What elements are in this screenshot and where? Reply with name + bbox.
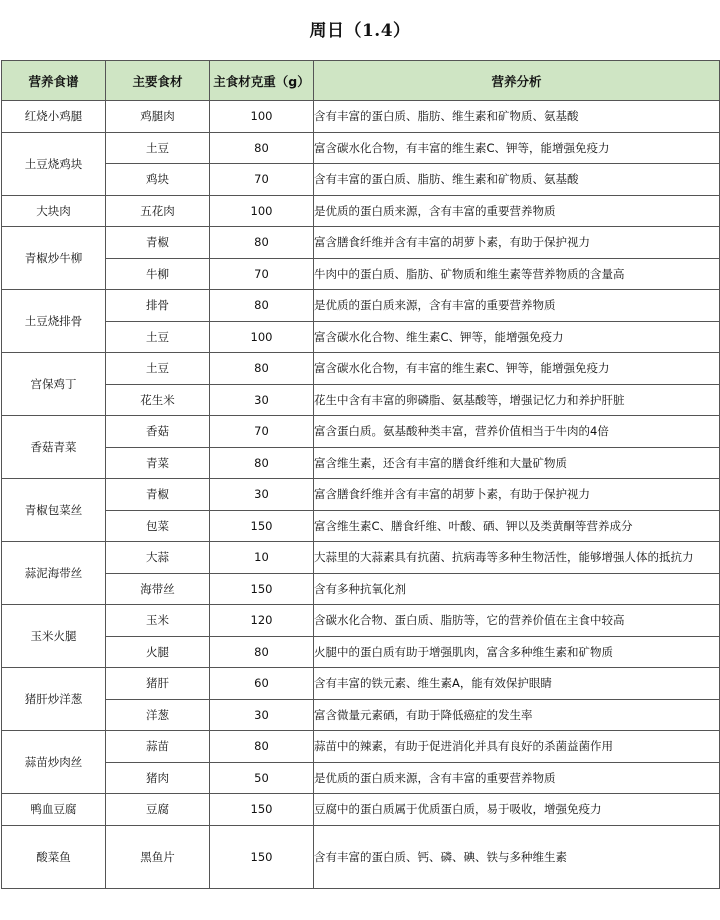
weight-cell: 100 — [210, 195, 314, 227]
analysis-cell: 大蒜里的大蒜素具有抗菌、抗病毒等多种生物活性，能够增强人体的抵抗力 — [314, 542, 720, 574]
table-row — [2, 605, 720, 637]
ingredient-cell: 土豆 — [106, 353, 210, 385]
table-row — [2, 353, 720, 385]
ingredient-cell: 鸡块 — [106, 164, 210, 196]
page-title: 周日（1.4） — [309, 21, 411, 41]
weight-cell: 80 — [210, 132, 314, 164]
ingredient-cell: 大蒜 — [106, 542, 210, 574]
weight-cell: 150 — [210, 573, 314, 605]
table-row — [2, 132, 720, 164]
analysis-cell: 富含碳水化合物、维生素C、钾等，能增强免疫力 — [314, 321, 720, 353]
analysis-cell: 花生中含有丰富的卵磷脂、氨基酸等，增强记忆力和养护肝脏 — [314, 384, 720, 416]
weight-cell: 120 — [210, 605, 314, 637]
table-row — [2, 479, 720, 511]
analysis-cell: 含有丰富的蛋白质、钙、磷、碘、铁与多种维生素 — [314, 825, 720, 888]
ingredient-cell: 猪肉 — [106, 762, 210, 794]
ingredient-cell: 玉米 — [106, 605, 210, 637]
ingredient-cell: 海带丝 — [106, 573, 210, 605]
table-row — [2, 195, 720, 227]
ingredient-cell: 火腿 — [106, 636, 210, 668]
weight-cell: 30 — [210, 479, 314, 511]
table-body — [2, 101, 720, 889]
dish-name-cell: 蒜苗炒肉丝 — [2, 731, 106, 794]
weight-cell: 80 — [210, 636, 314, 668]
analysis-cell: 含有丰富的蛋白质、脂肪、维生素和矿物质、氨基酸 — [314, 101, 720, 133]
weight-cell: 80 — [210, 447, 314, 479]
table-row — [2, 794, 720, 826]
table-row — [2, 321, 720, 353]
weight-cell: 70 — [210, 258, 314, 290]
table-row — [2, 101, 720, 133]
header-weight: 主食材克重（g） — [210, 61, 314, 101]
analysis-cell: 含有多种抗氧化剂 — [314, 573, 720, 605]
weight-cell: 70 — [210, 164, 314, 196]
analysis-cell: 是优质的蛋白质来源，含有丰富的重要营养物质 — [314, 290, 720, 322]
table-row — [2, 416, 720, 448]
ingredient-cell: 猪肝 — [106, 668, 210, 700]
ingredient-cell: 排骨 — [106, 290, 210, 322]
dish-name-cell: 土豆烧排骨 — [2, 290, 106, 353]
analysis-cell: 富含碳水化合物，有丰富的维生素C、钾等，能增强免疫力 — [314, 353, 720, 385]
ingredient-cell: 土豆 — [106, 321, 210, 353]
ingredient-cell: 鸡腿肉 — [106, 101, 210, 133]
analysis-cell: 含有丰富的蛋白质、脂肪、维生素和矿物质、氨基酸 — [314, 164, 720, 196]
analysis-cell: 火腿中的蛋白质有助于增强肌肉，富含多种维生素和矿物质 — [314, 636, 720, 668]
ingredient-cell: 牛柳 — [106, 258, 210, 290]
weight-cell: 150 — [210, 825, 314, 888]
weight-cell: 80 — [210, 353, 314, 385]
analysis-cell: 是优质的蛋白质来源，含有丰富的重要营养物质 — [314, 195, 720, 227]
table-row — [2, 258, 720, 290]
dish-name-cell: 宫保鸡丁 — [2, 353, 106, 416]
table-row — [2, 636, 720, 668]
dish-name-cell: 青椒炒牛柳 — [2, 227, 106, 290]
analysis-cell: 含有丰富的铁元素、维生素A，能有效保护眼睛 — [314, 668, 720, 700]
dish-name-cell: 大块肉 — [2, 195, 106, 227]
table-row — [2, 447, 720, 479]
analysis-cell: 富含膳食纤维并含有丰富的胡萝卜素，有助于保护视力 — [314, 479, 720, 511]
dish-name-cell: 鸭血豆腐 — [2, 794, 106, 826]
analysis-cell: 富含维生素C、膳食纤维、叶酸、硒、钾以及类黄酮等营养成分 — [314, 510, 720, 542]
analysis-cell: 是优质的蛋白质来源，含有丰富的重要营养物质 — [314, 762, 720, 794]
table-row — [2, 384, 720, 416]
ingredient-cell: 青椒 — [106, 227, 210, 259]
table-row — [2, 762, 720, 794]
table-row — [2, 699, 720, 731]
weight-cell: 80 — [210, 227, 314, 259]
ingredient-cell: 洋葱 — [106, 699, 210, 731]
weight-cell: 80 — [210, 731, 314, 763]
ingredient-cell: 蒜苗 — [106, 731, 210, 763]
ingredient-cell: 花生米 — [106, 384, 210, 416]
weight-cell: 150 — [210, 510, 314, 542]
weight-cell: 150 — [210, 794, 314, 826]
ingredient-cell: 五花肉 — [106, 195, 210, 227]
ingredient-cell: 青椒 — [106, 479, 210, 511]
dish-name-cell: 玉米火腿 — [2, 605, 106, 668]
ingredient-cell: 青菜 — [106, 447, 210, 479]
dish-name-cell: 猪肝炒洋葱 — [2, 668, 106, 731]
header-ingredient: 主要食材 — [106, 61, 210, 101]
weight-cell: 100 — [210, 321, 314, 353]
analysis-cell: 豆腐中的蛋白质属于优质蛋白质，易于吸收，增强免疫力 — [314, 794, 720, 826]
analysis-cell: 含碳水化合物、蛋白质、脂肪等，它的营养价值在主食中较高 — [314, 605, 720, 637]
table-row — [2, 542, 720, 574]
table-row — [2, 510, 720, 542]
analysis-cell: 蒜苗中的辣素，有助于促进消化并具有良好的杀菌益菌作用 — [314, 731, 720, 763]
nutrition-table — [1, 60, 720, 889]
ingredient-cell: 豆腐 — [106, 794, 210, 826]
table-header-row — [2, 61, 720, 101]
dish-name-cell: 红烧小鸡腿 — [2, 101, 106, 133]
table-row — [2, 573, 720, 605]
analysis-cell: 牛肉中的蛋白质、脂肪、矿物质和维生素等营养物质的含量高 — [314, 258, 720, 290]
table-row — [2, 227, 720, 259]
dish-name-cell: 酸菜鱼 — [2, 825, 106, 888]
weight-cell: 10 — [210, 542, 314, 574]
weight-cell: 80 — [210, 290, 314, 322]
dish-name-cell: 青椒包菜丝 — [2, 479, 106, 542]
analysis-cell: 富含蛋白质。氨基酸种类丰富，营养价值相当于牛肉的4倍 — [314, 416, 720, 448]
weight-cell: 30 — [210, 384, 314, 416]
table-row — [2, 668, 720, 700]
ingredient-cell: 香菇 — [106, 416, 210, 448]
analysis-cell: 富含微量元素硒，有助于降低癌症的发生率 — [314, 699, 720, 731]
table-row — [2, 290, 720, 322]
ingredient-cell: 土豆 — [106, 132, 210, 164]
weight-cell: 50 — [210, 762, 314, 794]
weight-cell: 70 — [210, 416, 314, 448]
analysis-cell: 富含维生素，还含有丰富的膳食纤维和大量矿物质 — [314, 447, 720, 479]
header-recipe: 营养食谱 — [2, 61, 106, 101]
header-analysis: 营养分析 — [314, 61, 720, 101]
ingredient-cell: 黑鱼片 — [106, 825, 210, 888]
table-row — [2, 731, 720, 763]
dish-name-cell: 蒜泥海带丝 — [2, 542, 106, 605]
analysis-cell: 富含膳食纤维并含有丰富的胡萝卜素，有助于保护视力 — [314, 227, 720, 259]
ingredient-cell: 包菜 — [106, 510, 210, 542]
table-row — [2, 164, 720, 196]
weight-cell: 30 — [210, 699, 314, 731]
dish-name-cell: 土豆烧鸡块 — [2, 132, 106, 195]
analysis-cell: 富含碳水化合物，有丰富的维生素C、钾等，能增强免疫力 — [314, 132, 720, 164]
weight-cell: 100 — [210, 101, 314, 133]
weight-cell: 60 — [210, 668, 314, 700]
table-row — [2, 825, 720, 888]
dish-name-cell: 香菇青菜 — [2, 416, 106, 479]
